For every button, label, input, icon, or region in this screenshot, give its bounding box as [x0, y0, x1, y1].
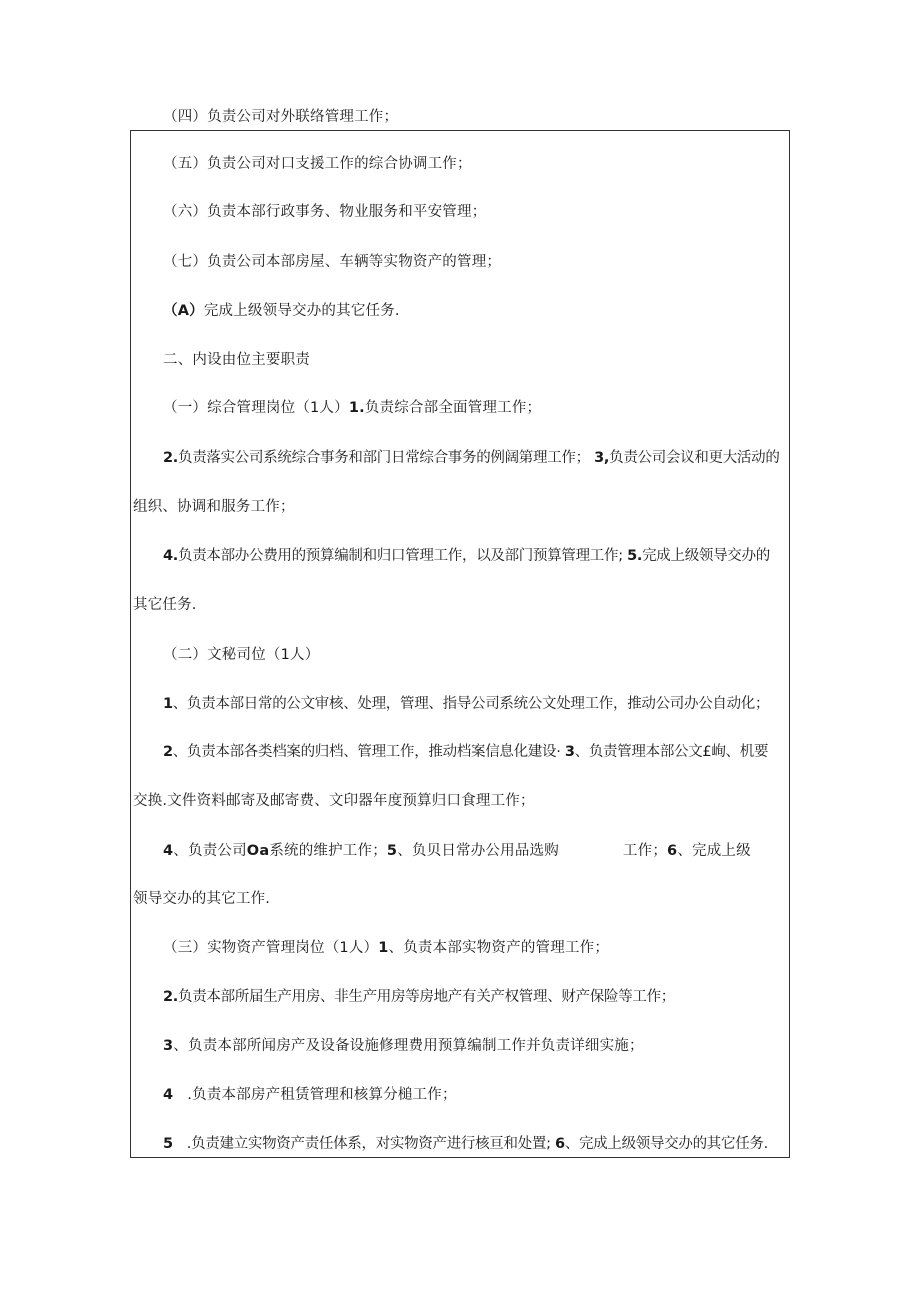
text-line [163, 107, 398, 127]
line-text: 组织、协调和服务工作； [133, 499, 295, 515]
line-text: 完成上级领导交办的其它任务. [203, 303, 400, 319]
text-line [163, 645, 319, 665]
line-text: 、负责本部所闻房产及设备设施修理费用预算编制工作并负责详细实施； [173, 1038, 644, 1054]
text-line [163, 202, 486, 222]
line-text: 5 [163, 1136, 173, 1152]
line-text: 、负贝日常办公用品选购 [397, 843, 559, 859]
line-text: 3 [163, 1038, 174, 1054]
text-line [163, 301, 400, 321]
line-text: （二）文秘司位（1人） [163, 647, 320, 663]
line-text: 负责落实公司系统综合事务和部门日常综合事务的例阔第理工作； [178, 450, 590, 466]
text-line [163, 841, 751, 861]
text-line [163, 546, 770, 566]
line-text: 6 [555, 1136, 565, 1152]
line-text: 3 [564, 744, 575, 760]
line-text: 1 [163, 696, 173, 712]
text-line [163, 694, 769, 714]
line-text: 6 [667, 843, 678, 859]
line-text: 、负责公司 [173, 843, 247, 859]
line-text: 2. [163, 450, 178, 466]
line-text: 、完成上级 [677, 843, 751, 859]
line-text: （五）负责公司对口支援工作的综合协调工作； [163, 156, 472, 172]
line-text: 负责本部办公费用的预算编制和归口管理工作，以及部门预算管理工作; [178, 548, 623, 564]
line-text: （A） [163, 303, 204, 319]
text-line [163, 1036, 644, 1056]
line-text: 、负责本部日常的公文审核、处理，管理、指导公司系统公文处理工作，推动公司办公自动化； [172, 696, 770, 712]
line-text: 交换.文件资料邮寄及邮寄费、文印器年度预算归口食理工作； [133, 793, 535, 809]
line-text: （四）负责公司对外联络管理工作； [163, 109, 399, 125]
line-text: .负责本部房产租赁管理和核算分槌工作； [187, 1087, 457, 1103]
line-text: 负责综合部全面管理工作； [364, 400, 542, 416]
line-text: 、完成上级领导交办的其它任务. [564, 1136, 768, 1152]
line-text: 2 [163, 744, 173, 760]
line-text: 、负责管理本部公文£峋、机要 [574, 744, 769, 760]
text-line [163, 938, 609, 958]
line-text: 、负责本部实物资产的管理工作； [388, 940, 610, 956]
line-text: 2. [163, 989, 178, 1005]
line-text: 系统的维护工作； [269, 843, 387, 859]
line-text: 二、内设由位主要职责 [163, 352, 310, 368]
section-heading [163, 350, 310, 370]
line-text: 负责公司会议和更大活动的 [609, 450, 780, 466]
line-text: .负责建立实物资产责任体系，对实物资产进行核亘和处置; [186, 1136, 551, 1152]
line-text: （一）综合管理岗位（1人） [163, 400, 349, 416]
line-text: Oa [246, 843, 270, 859]
text-line [133, 889, 270, 909]
text-line [163, 1085, 457, 1105]
line-text: （六）负责本部行政事务、物业服务和平安管理； [163, 204, 487, 220]
text-line [163, 252, 501, 272]
line-text: 工作； [622, 843, 668, 859]
line-text: 4 [163, 1087, 174, 1103]
text-line [163, 1134, 768, 1154]
line-text: 完成上级领导交办的 [642, 548, 770, 564]
text-line [163, 398, 541, 418]
line-text: 5 [386, 843, 398, 859]
text-line [133, 595, 197, 615]
line-text: 其它任务. [133, 597, 197, 613]
line-text: 5. [627, 548, 643, 564]
line-text: 3, [594, 450, 610, 466]
line-text: 4. [163, 548, 178, 564]
line-text: 负责本部所届生产用房、非生产用房等房地产有关产权管理、财产保险等工作； [178, 989, 675, 1005]
text-line [163, 742, 768, 762]
line-text: （三）实物资产管理岗位（1人） [163, 940, 379, 956]
line-text: 1. [348, 400, 365, 416]
text-line [163, 448, 780, 468]
line-text: 、负责本部各类档案的归档、管理工作，推动档案信息化建设· [172, 744, 561, 760]
line-text: 4 [163, 843, 174, 859]
line-text: （七）负责公司本部房屋、车辆等实物资产的管理； [163, 254, 502, 270]
text-line [133, 791, 535, 811]
line-text: 领导交办的其它工作. [133, 891, 271, 907]
text-line [133, 497, 295, 517]
text-line [163, 154, 472, 174]
text-line [163, 987, 675, 1007]
line-text: 1 [378, 940, 389, 956]
